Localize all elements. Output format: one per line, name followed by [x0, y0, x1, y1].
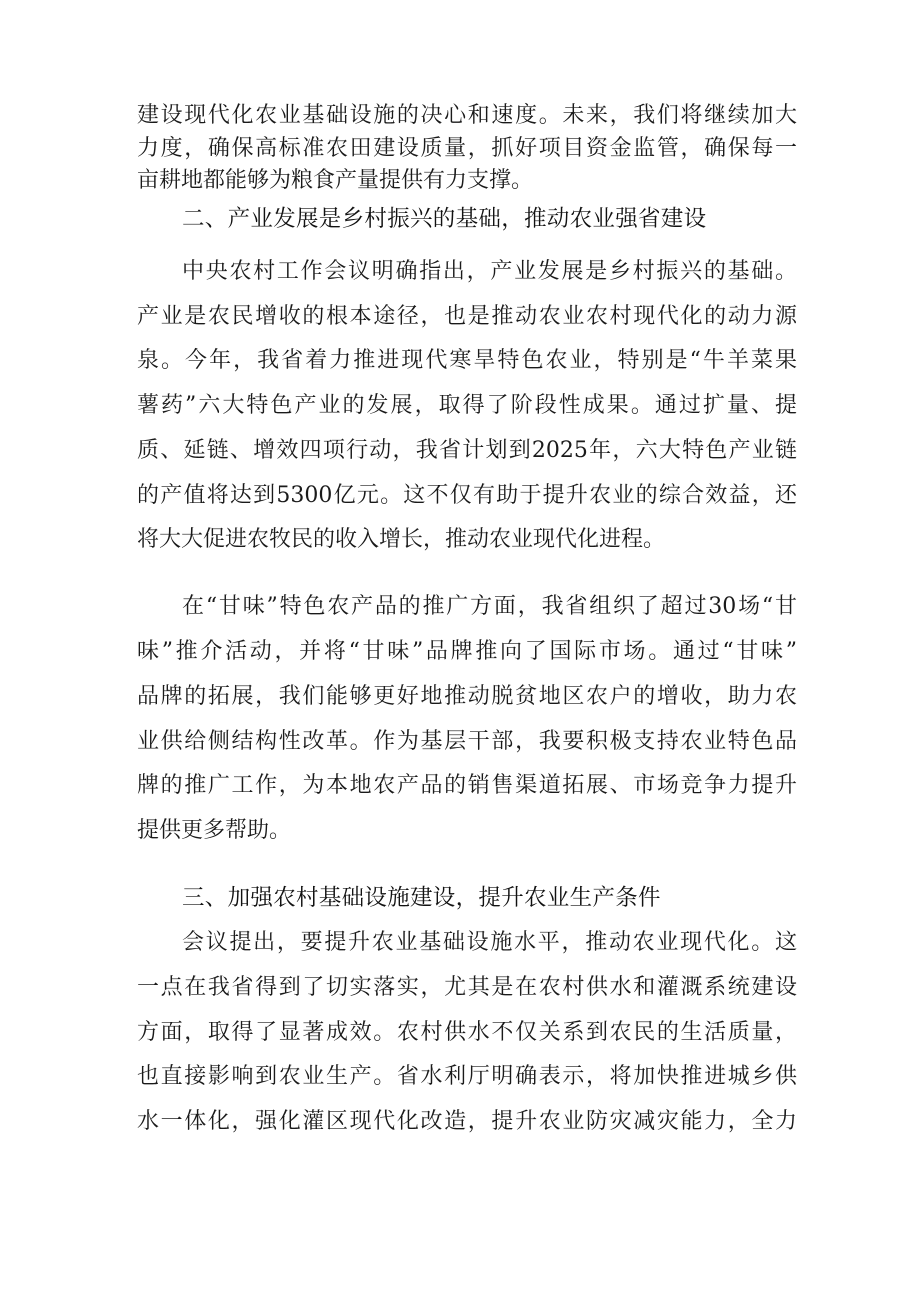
paragraph-line: 也直接影响到农业生产。省水利厅明确表示，将加快推进城乡供 — [137, 1064, 797, 1089]
paragraph-line: 建设现代化农业基础设施的决心和速度。未来，我们将继续加大 — [137, 103, 797, 128]
paragraph-line: 会议提出，要提升农业基础设施水平，推动农业现代化。这 — [182, 930, 797, 955]
paragraph-line: 产业是农民增收的根本途径，也是推动农业农村现代化的动力源 — [137, 304, 797, 329]
paragraph-line: 中央农村工作会议明确指出，产业发展是乡村振兴的基础。 — [182, 259, 797, 284]
paragraph-line: 品牌的拓展，我们能够更好地推动脱贫地区农户的增收，助力农 — [137, 684, 797, 709]
paragraph-line: 味”推介活动，并将“甘味”品牌推向了国际市场。通过“甘味” — [137, 639, 797, 664]
section-heading: 二、产业发展是乡村振兴的基础，推动农业强省建设 — [182, 206, 707, 232]
paragraph-line: 牌的推广工作，为本地农产品的销售渠道拓展、市场竞争力提升 — [137, 773, 797, 798]
paragraph-line: 力度，确保高标准农田建设质量，抓好项目资金监管，确保每一 — [137, 136, 797, 161]
section-heading: 三、加强农村基础设施建设，提升农业生产条件 — [182, 885, 661, 911]
paragraph-line: 业供给侧结构性改革。作为基层干部，我要积极支持农业特色品 — [137, 729, 797, 754]
paragraph-line: 薯药”六大特色产业的发展，取得了阶段性成果。通过扩量、提 — [137, 393, 797, 418]
paragraph-line: 亩耕地都能够为粮食产量提供有力支撑。 — [137, 168, 534, 193]
paragraph-line: 提供更多帮助。 — [137, 818, 292, 843]
paragraph-line: 质、延链、增效四项行动，我省计划到2025年，六大特色产业链 — [137, 438, 797, 463]
paragraph-line: 在“甘味”特色农产品的推广方面，我省组织了超过30场“甘 — [182, 594, 797, 619]
paragraph-line: 方面，取得了显著成效。农村供水不仅关系到农民的生活质量， — [137, 1020, 797, 1045]
paragraph-line: 一点在我省得到了切实落实，尤其是在农村供水和灌溉系统建设 — [137, 975, 797, 1000]
paragraph-line: 泉。今年，我省着力推进现代寒旱特色农业，特别是“牛羊菜果 — [137, 348, 797, 373]
paragraph-line: 的产值将达到5300亿元。这不仅有助于提升农业的综合效益，还 — [137, 483, 797, 508]
paragraph-line: 水一体化，强化灌区现代化改造，提升农业防灾减灾能力，全力 — [137, 1109, 797, 1134]
paragraph-line: 将大大促进农牧民的收入增长，推动农业现代化进程。 — [137, 527, 666, 552]
